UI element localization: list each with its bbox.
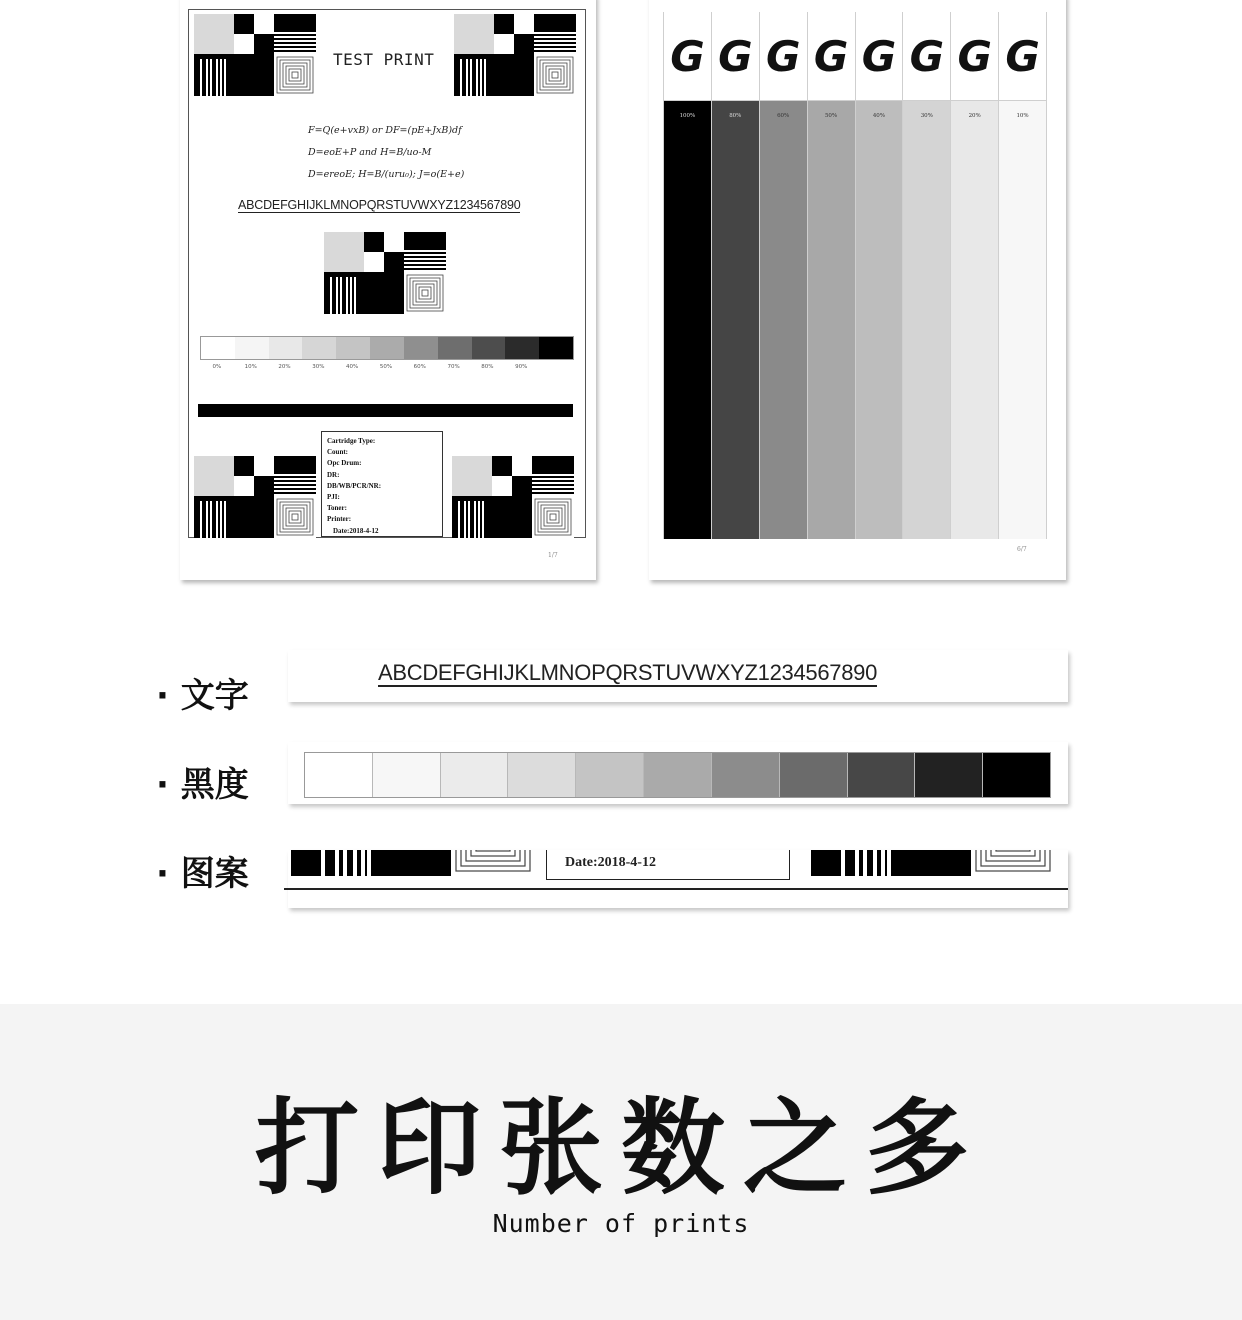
page-number: 6/7: [1017, 546, 1027, 553]
test-print-sheet: [180, 0, 596, 580]
info-line: Count:: [327, 448, 349, 457]
grayscale-label: 10%: [244, 364, 257, 370]
alphabet-large: ABCDEFGHIJKLMNOPQRSTUVWXYZ1234567890: [378, 660, 878, 685]
grayscale-cell: [539, 337, 573, 359]
grayscale-bar-large: [304, 752, 1051, 798]
cartridge-info-box: [321, 431, 443, 537]
density-sample-strip: [288, 742, 1068, 804]
info-line: DR:: [327, 470, 340, 479]
grayscale-cell: [472, 337, 506, 359]
test-print-title: TEST PRINT: [333, 50, 435, 69]
density-cell: [983, 753, 1050, 797]
text-sample-strip: [288, 650, 1068, 702]
density-percent-label: 60%: [777, 113, 790, 119]
grayscale-cell: [505, 337, 539, 359]
density-column: [902, 12, 950, 539]
density-cell: [576, 753, 644, 797]
footer-subtitle: Number of prints: [492, 1209, 750, 1238]
grayscale-label: 80%: [481, 364, 494, 370]
grayscale-label: 50%: [379, 364, 393, 370]
density-percent-label: 80%: [729, 113, 742, 119]
density-column: [950, 12, 998, 539]
grayscale-labels: [200, 364, 572, 370]
pattern-sample-strip: [288, 850, 1068, 908]
density-cell: [441, 753, 509, 797]
test-pattern-top-right: [454, 14, 576, 96]
grayscale-bar: [200, 336, 574, 360]
g-glyph: G: [951, 12, 998, 101]
density-cell: [305, 753, 373, 797]
density-column: [663, 12, 711, 539]
density-column: [759, 12, 807, 539]
grayscale-label: 0%: [212, 364, 222, 370]
density-cell: [915, 753, 983, 797]
density-cell: [644, 753, 712, 797]
test-pattern-center: [324, 232, 446, 314]
density-fill: [808, 101, 855, 539]
solid-black-bar: [198, 404, 573, 417]
density-column: [807, 12, 855, 539]
info-line: DB/WB/PCR/NR:: [327, 481, 382, 490]
formula-line-2: D=eoE+P and H=B/uo-M: [308, 147, 432, 158]
density-fill: [712, 101, 759, 539]
footer-title: 打印张数之多: [254, 1087, 987, 1209]
test-pattern-bottom-left: [194, 456, 316, 538]
grayscale-cell: [370, 337, 404, 359]
info-line: Toner:: [327, 504, 347, 513]
row-label-text: · 文字: [156, 676, 249, 716]
row-label-density: · 黑度: [156, 765, 249, 805]
g-glyph: G: [664, 12, 711, 101]
density-fill: [999, 101, 1046, 539]
density-cell: [712, 753, 780, 797]
grayscale-label: 40%: [346, 364, 359, 370]
density-fill: [903, 101, 950, 539]
grayscale-cell: [302, 337, 336, 359]
pattern-crop-right: [811, 850, 1055, 878]
grayscale-label: 30%: [312, 364, 325, 370]
grayscale-cell: [438, 337, 472, 359]
density-fill: [856, 101, 903, 539]
density-percent-label: 30%: [920, 113, 933, 119]
g-glyph: G: [999, 12, 1046, 101]
grayscale-cell: [269, 337, 303, 359]
formula-line-1: F=Q(e+vxB) or DF=(pE+JxB)df: [308, 125, 462, 136]
date-label: Date:2018-4-12: [546, 850, 790, 880]
grayscale-label-spacer: [538, 364, 572, 370]
grayscale-label: 60%: [413, 364, 426, 370]
density-column: [855, 12, 903, 539]
page-number: 1/7: [548, 552, 558, 559]
formula-line-3: D=ereoE; H=B/(uru₀); J=o(E+e): [308, 169, 465, 180]
info-line: PJI:: [327, 493, 340, 502]
alphabet-line: ABCDEFGHIJKLMNOPQRSTUVWXYZ1234567890: [238, 198, 521, 212]
info-line: Opc Drum:: [327, 459, 362, 468]
grayscale-cell: [336, 337, 370, 359]
density-cell: [508, 753, 576, 797]
grayscale-label: 90%: [515, 364, 528, 370]
grayscale-label: 70%: [447, 364, 460, 370]
test-pattern-bottom-right: [452, 456, 574, 538]
g-glyph: G: [712, 12, 759, 101]
density-percent-label: 50%: [824, 113, 838, 119]
test-pattern-top-left: [194, 14, 316, 96]
info-line: Cartridge Type:: [327, 437, 376, 445]
pattern-crop-left: [291, 850, 535, 878]
density-columns: [663, 12, 1047, 539]
grayscale-cell: [404, 337, 438, 359]
density-percent-label: 100%: [679, 113, 696, 119]
info-line: Date:2018-4-12: [333, 526, 379, 535]
g-glyph: G: [903, 12, 950, 101]
footer-banner: [0, 1004, 1242, 1320]
density-cell: [373, 753, 441, 797]
density-fill: [760, 101, 807, 539]
density-percent-label: 10%: [1016, 113, 1029, 119]
density-test-sheet: [649, 0, 1066, 580]
grayscale-label: 20%: [278, 364, 291, 370]
density-column: [998, 12, 1047, 539]
density-fill: [951, 101, 998, 539]
g-glyph: G: [856, 12, 903, 101]
density-fill: [664, 101, 711, 539]
density-cell: [848, 753, 916, 797]
g-glyph: G: [808, 12, 855, 101]
g-glyph: G: [760, 12, 807, 101]
grayscale-cell: [235, 337, 269, 359]
density-percent-label: 40%: [872, 113, 886, 119]
row-label-pattern: · 图案: [156, 854, 249, 894]
info-line: Printer:: [327, 515, 352, 524]
density-cell: [780, 753, 848, 797]
grayscale-cell: [201, 337, 235, 359]
density-percent-label: 20%: [968, 113, 981, 119]
divider-line: [284, 888, 1068, 890]
density-column: [711, 12, 759, 539]
